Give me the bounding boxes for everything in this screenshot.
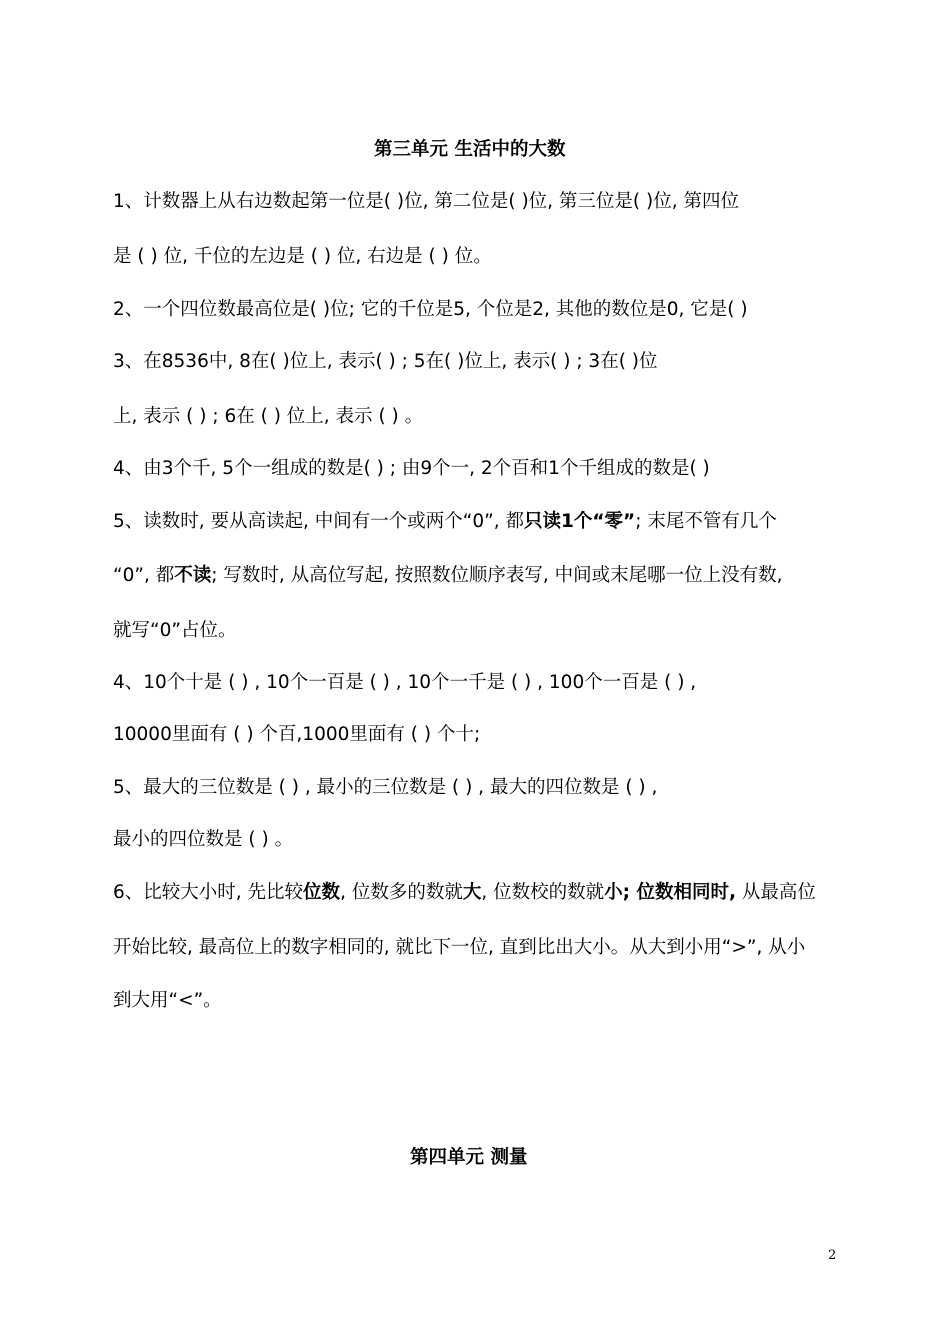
text-line: 最小的四位数是 ( ) 。 [113, 829, 294, 850]
text-line: 2、一个四位数最高位是( )位; 它的千位是5, 个位是2, 其他的数位是0, 它是( ) [113, 299, 748, 320]
emphasis-text: 大 [462, 882, 482, 903]
text-span: “0”, 都 [113, 565, 175, 586]
text-span: ; 末尾不管有几个 [635, 511, 777, 532]
text-line: 10000里面有 ( ) 个百,1000里面有 ( ) 个十; [113, 724, 481, 745]
text-line: 是 ( ) 位, 千位的左边是 ( ) 位, 右边是 ( ) 位。 [113, 246, 492, 267]
rule6-line2: 开始比较, 最高位上的数字相同的, 就比下一位, 直到比出大小。从大到小用“>”, 从小 [113, 937, 806, 958]
text-span: 6、比较大小时, 先比较 [113, 882, 304, 903]
rule6-line1 [113, 879, 843, 907]
emphasis-text: 位数 [303, 882, 341, 903]
emphasis-text: 只读1个“零” [524, 511, 636, 532]
text-span: , 位数校的数就 [481, 882, 605, 903]
text-span: 从最高位 [735, 882, 816, 903]
rule6-line3: 到大用“<”。 [113, 990, 222, 1011]
text-span: ; 写数时, 从高位写起, 按照数位顺序表写, 中间或末尾哪一位上没有数, [211, 565, 783, 586]
text-span: 5、读数时, 要从高读起, 中间有一个或两个“0”, 都 [113, 511, 524, 532]
emphasis-text: 不读 [174, 565, 212, 586]
text-span: , 位数多的数就 [340, 882, 463, 903]
text-line: 上, 表示 ( ) ; 6在 ( ) 位上, 表示 ( ) 。 [113, 406, 424, 427]
rule5-line2 [113, 562, 843, 590]
rule5-line3: 就写“0”占位。 [113, 620, 237, 641]
text-line: 4、由3个千, 5个一组成的数是( ) ; 由9个一, 2个百和1个千组成的数是( ) [113, 458, 710, 479]
rule5-line1 [113, 508, 843, 536]
unit3-title: 第三单元 生活中的大数 [374, 139, 566, 160]
text-line: 5、最大的三位数是 ( ) , 最小的三位数是 ( ) , 最大的四位数是 ( ) , [113, 777, 658, 798]
text-line: 4、10个十是 ( ) , 10个一百是 ( ) , 10个一千是 ( ) , 100个一百是 ( ) , [113, 672, 697, 693]
text-line: 1、计数器上从右边数起第一位是( )位, 第二位是( )位, 第三位是( )位, 第四位 [113, 191, 740, 212]
unit4-title: 第四单元 测量 [410, 1147, 528, 1168]
emphasis-text: 小; 位数相同时, [604, 882, 736, 903]
text-line: 3、在8536中, 8在( )位上, 表示( ) ; 5在( )位上, 表示( ) ; 3在( )位 [113, 351, 658, 372]
page-number: 2 [828, 1248, 837, 1263]
